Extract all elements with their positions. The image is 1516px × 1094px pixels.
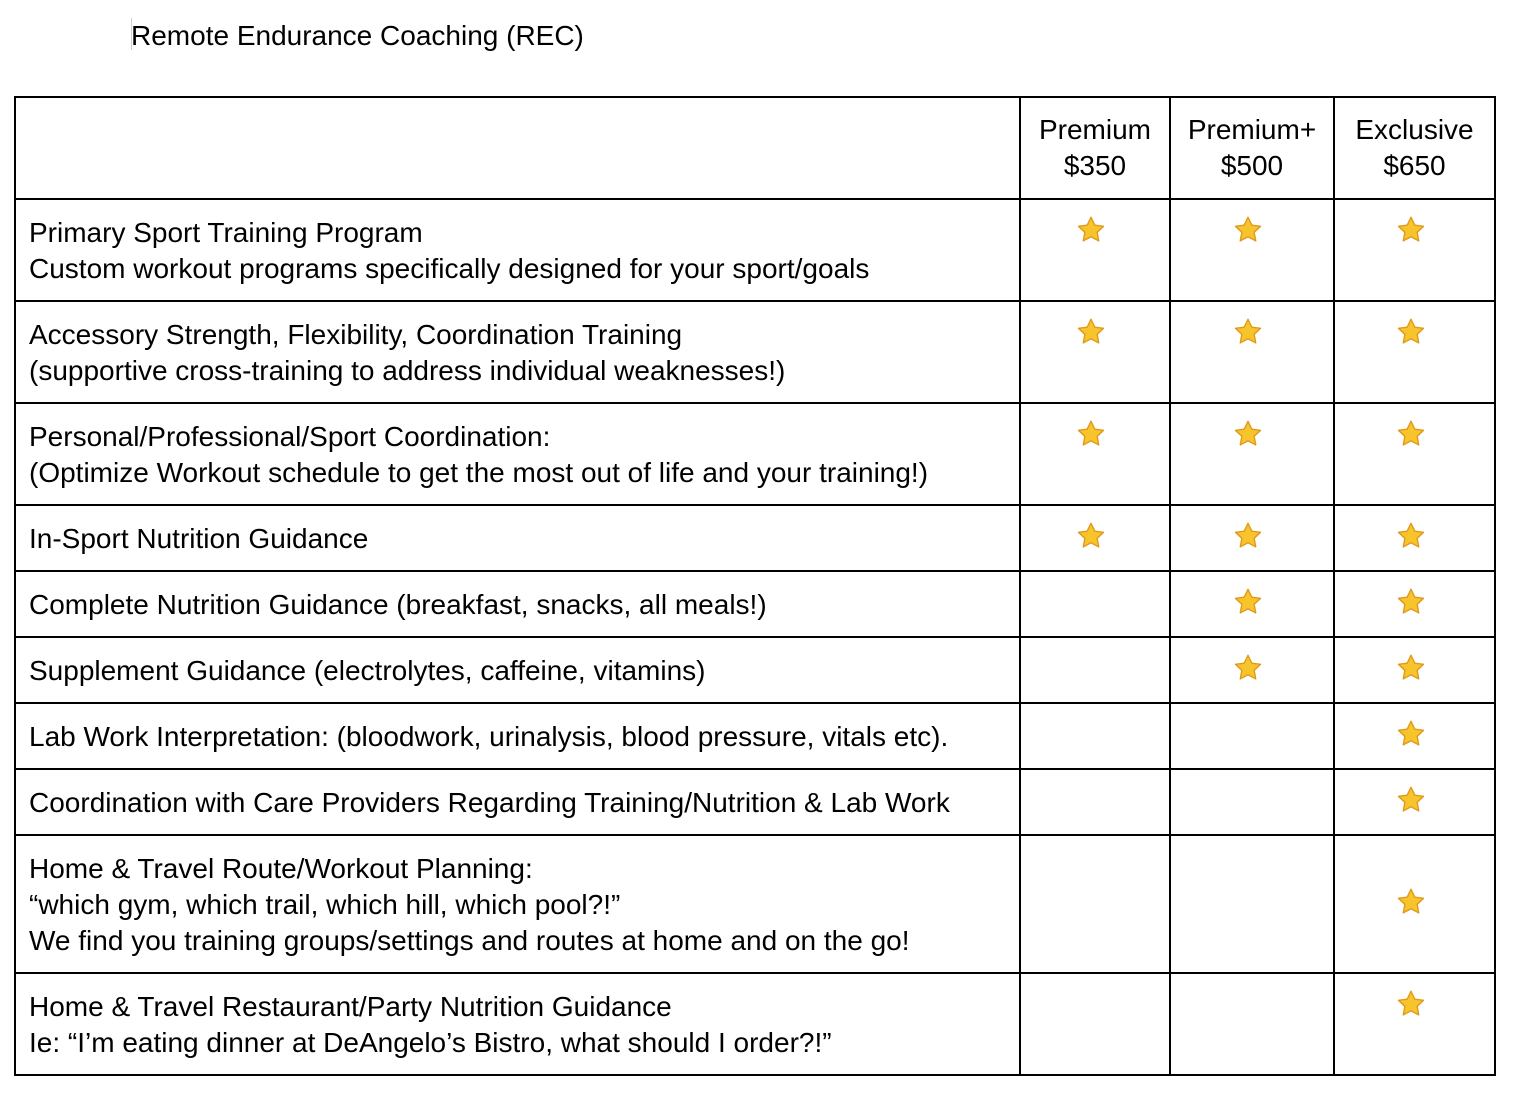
feature-detail: Ie: “I’m eating dinner at DeAngelo’s Bistro, what should I order?!”	[29, 1027, 832, 1058]
tier-inclusion-cell	[1334, 703, 1495, 769]
feature-detail: We find you training groups/settings and routes at home and on the go!	[29, 925, 910, 956]
tier-inclusion-cell	[1020, 973, 1170, 1075]
star-icon	[1076, 215, 1106, 245]
star-icon	[1233, 521, 1263, 551]
feature-title: Lab Work Interpretation: (bloodwork, urinalysis, blood pressure, vitals etc).	[29, 721, 949, 752]
feature-row	[15, 505, 1495, 571]
star-icon	[1396, 317, 1426, 347]
feature-description-cell	[15, 769, 1020, 835]
feature-title: Coordination with Care Providers Regarding Training/Nutrition & Lab Work	[29, 787, 950, 818]
feature-description-cell	[15, 403, 1020, 505]
star-icon	[1396, 215, 1426, 245]
tier-inclusion-cell	[1170, 973, 1334, 1075]
feature-row	[15, 703, 1495, 769]
feature-title: Personal/Professional/Sport Coordination:	[29, 421, 551, 452]
tier-inclusion-cell	[1334, 505, 1495, 571]
feature-row	[15, 637, 1495, 703]
tier-inclusion-cell	[1170, 505, 1334, 571]
tier-inclusion-cell	[1334, 301, 1495, 403]
feature-description-cell	[15, 835, 1020, 973]
star-icon	[1396, 587, 1426, 617]
tier-inclusion-cell	[1020, 571, 1170, 637]
feature-title: Primary Sport Training Program	[29, 217, 423, 248]
tier-inclusion-cell	[1334, 835, 1495, 973]
tier-inclusion-cell	[1020, 505, 1170, 571]
tier-inclusion-cell	[1170, 703, 1334, 769]
tier-inclusion-cell	[1334, 571, 1495, 637]
tier-inclusion-cell	[1020, 301, 1170, 403]
tier-inclusion-cell	[1020, 403, 1170, 505]
star-icon	[1396, 419, 1426, 449]
tier-inclusion-cell	[1020, 769, 1170, 835]
feature-row	[15, 301, 1495, 403]
feature-row	[15, 769, 1495, 835]
star-icon	[1396, 719, 1426, 749]
tier-price: $350	[1063, 150, 1127, 181]
star-icon	[1076, 317, 1106, 347]
feature-title: Accessory Strength, Flexibility, Coordination Training	[29, 319, 683, 350]
feature-title: Home & Travel Restaurant/Party Nutrition Guidance	[29, 991, 672, 1022]
tier-inclusion-cell	[1170, 835, 1334, 973]
star-icon	[1233, 317, 1263, 347]
tier-inclusion-cell	[1020, 637, 1170, 703]
star-icon	[1233, 215, 1263, 245]
tier-inclusion-cell	[1170, 571, 1334, 637]
tier-inclusion-cell	[1334, 637, 1495, 703]
tier-inclusion-cell	[1020, 703, 1170, 769]
feature-description-cell	[15, 637, 1020, 703]
feature-detail: “which gym, which trail, which hill, which pool?!”	[29, 889, 621, 920]
feature-description-cell	[15, 571, 1020, 637]
star-icon	[1396, 653, 1426, 683]
feature-description-cell	[15, 301, 1020, 403]
feature-description-cell	[15, 973, 1020, 1075]
feature-row	[15, 835, 1495, 973]
tier-inclusion-cell	[1334, 199, 1495, 301]
tier-inclusion-cell	[1020, 835, 1170, 973]
star-icon	[1233, 419, 1263, 449]
feature-row	[15, 403, 1495, 505]
feature-description-cell	[15, 505, 1020, 571]
star-icon	[1396, 785, 1426, 815]
pricing-table	[14, 96, 1496, 1076]
tier-inclusion-cell	[1170, 199, 1334, 301]
feature-description-cell	[15, 199, 1020, 301]
star-icon	[1396, 989, 1426, 1019]
feature-title: Supplement Guidance (electrolytes, caffeine, vitamins)	[29, 655, 706, 686]
tier-exclusive-header	[1334, 97, 1495, 199]
tier-inclusion-cell	[1170, 637, 1334, 703]
document-title: Remote Endurance Coaching (REC)	[131, 20, 584, 51]
tier-premium-header	[1020, 97, 1170, 199]
star-icon	[1076, 419, 1106, 449]
feature-title: Complete Nutrition Guidance (breakfast, snacks, all meals!)	[29, 589, 767, 620]
star-icon	[1233, 653, 1263, 683]
feature-row	[15, 571, 1495, 637]
header-blank-cell	[15, 97, 1020, 199]
feature-title: In-Sport Nutrition Guidance	[29, 523, 369, 554]
feature-detail: (Optimize Workout schedule to get the most out of life and your training!)	[29, 457, 929, 488]
star-icon	[1396, 521, 1426, 551]
tier-premium-plus-header	[1170, 97, 1334, 199]
tier-inclusion-cell	[1334, 973, 1495, 1075]
tier-inclusion-cell	[1334, 769, 1495, 835]
tier-inclusion-cell	[1020, 199, 1170, 301]
tier-price: $650	[1383, 150, 1446, 181]
tier-inclusion-cell	[1170, 301, 1334, 403]
tier-name: Premium	[1038, 114, 1151, 145]
tier-inclusion-cell	[1334, 403, 1495, 505]
feature-row	[15, 199, 1495, 301]
header-row	[15, 97, 1495, 199]
feature-row	[15, 973, 1495, 1075]
tier-inclusion-cell	[1170, 403, 1334, 505]
tier-price: $500	[1220, 150, 1284, 181]
star-icon	[1396, 887, 1426, 917]
star-icon	[1233, 587, 1263, 617]
tier-name: Premium+	[1187, 114, 1317, 145]
feature-detail: (supportive cross-training to address individual weaknesses!)	[29, 355, 786, 386]
tier-inclusion-cell	[1170, 769, 1334, 835]
feature-description-cell	[15, 703, 1020, 769]
star-icon	[1076, 521, 1106, 551]
feature-title: Home & Travel Route/Workout Planning:	[29, 853, 533, 884]
tier-name: Exclusive	[1355, 114, 1474, 145]
feature-detail: Custom workout programs specifically designed for your sport/goals	[29, 253, 870, 284]
